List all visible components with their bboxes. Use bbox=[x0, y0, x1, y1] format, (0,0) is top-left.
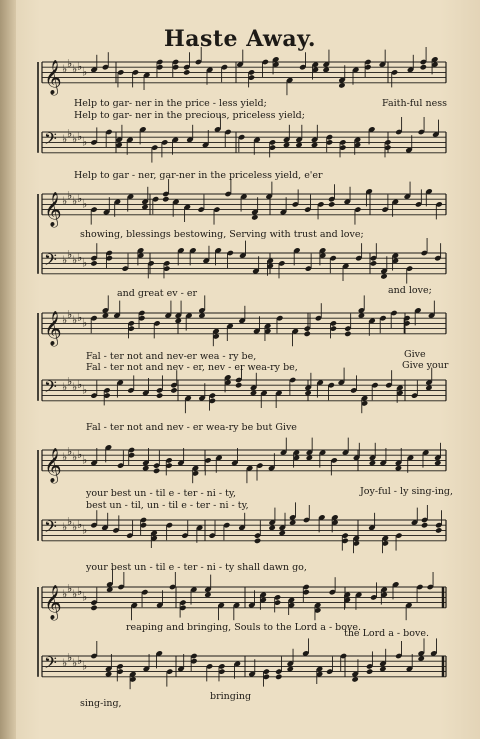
flat-sign-icon: ♭ bbox=[67, 189, 73, 203]
flat-sign-icon: ♭ bbox=[62, 132, 68, 146]
lyric-s4-line2: best un - til, un - til e - ter - ni - ty, bbox=[86, 500, 249, 511]
flat-sign-icon: ♭ bbox=[72, 253, 78, 267]
treble-clef-icon: 𝄞 bbox=[44, 310, 62, 346]
note-head bbox=[435, 527, 442, 533]
flat-sign-icon: ♭ bbox=[72, 520, 78, 534]
flat-sign-icon: ♭ bbox=[82, 65, 88, 79]
treble-clef-icon: 𝄞 bbox=[44, 191, 62, 227]
treble-clef-icon: 𝄞 bbox=[44, 447, 62, 483]
flat-sign-icon: ♭ bbox=[62, 194, 68, 208]
flat-sign-icon: ♭ bbox=[82, 523, 88, 537]
note-head bbox=[90, 605, 97, 611]
flat-sign-icon: ♭ bbox=[67, 127, 73, 141]
note-head bbox=[275, 674, 282, 680]
note-head bbox=[421, 522, 428, 528]
treble-staff-4 bbox=[42, 450, 446, 471]
flat-sign-icon: ♭ bbox=[62, 62, 68, 76]
flat-sign-icon: ♭ bbox=[82, 197, 88, 211]
note-head bbox=[162, 196, 169, 202]
flat-sign-icon: ♭ bbox=[72, 587, 78, 601]
lyric-s1-line1: Help to gar- ner in the price - less yield; bbox=[74, 98, 267, 109]
hymn-title: Haste Away. bbox=[163, 26, 317, 52]
flat-sign-icon: ♭ bbox=[62, 450, 68, 464]
note-head bbox=[183, 69, 190, 75]
flat-sign-icon: ♭ bbox=[77, 192, 83, 206]
note-head bbox=[235, 382, 242, 388]
flat-sign-icon: ♭ bbox=[77, 130, 83, 144]
flat-sign-icon: ♭ bbox=[62, 656, 68, 670]
note-head bbox=[304, 331, 311, 337]
lyric-s4-bass: your best un - til e - ter - ni - ty shall dawn go, bbox=[86, 562, 307, 573]
lyric-s1-line1-end: Faith-ful ness bbox=[382, 98, 447, 109]
flat-sign-icon: ♭ bbox=[67, 308, 73, 322]
flat-sign-icon: ♭ bbox=[77, 518, 83, 532]
flat-sign-icon: ♭ bbox=[62, 253, 68, 267]
flat-sign-icon: ♭ bbox=[82, 453, 88, 467]
note-head bbox=[254, 538, 261, 544]
bass-clef-icon: 𝄢 bbox=[44, 516, 57, 541]
flat-sign-icon: ♭ bbox=[62, 380, 68, 394]
flat-sign-icon: ♭ bbox=[67, 582, 73, 596]
flat-sign-icon: ♭ bbox=[72, 62, 78, 76]
lyric-s5-line1: reaping and bringing, Souls to the Lord a - bove. bbox=[126, 622, 361, 633]
flat-sign-icon: ♭ bbox=[77, 60, 83, 74]
note-head bbox=[366, 668, 373, 674]
lyric-s5-line2: the Lord a - bove. bbox=[344, 628, 429, 639]
flat-sign-icon: ♭ bbox=[67, 57, 73, 71]
flat-sign-icon: ♭ bbox=[67, 445, 73, 459]
treble-staff-1 bbox=[42, 62, 446, 83]
flat-sign-icon: ♭ bbox=[82, 135, 88, 149]
flat-sign-icon: ♭ bbox=[67, 515, 73, 529]
note-head bbox=[153, 468, 160, 474]
bass-clef-icon: 𝄢 bbox=[44, 249, 57, 274]
lyric-s4-line1-end: Joy-ful - ly sing-ing, bbox=[360, 486, 454, 497]
lyric-s1-bass: Help to gar - ner, gar-ner in the priceless yield, e'er bbox=[74, 170, 323, 181]
lyric-s3-line2-end: Give your bbox=[402, 360, 449, 371]
flat-sign-icon: ♭ bbox=[62, 587, 68, 601]
lyric-s4-line1: your best un - til e - ter - ni - ty, bbox=[86, 488, 237, 499]
lyric-s3-bass: Fal - ter not and nev - er wea-ry be but Give bbox=[86, 422, 297, 433]
treble-clef-icon: 𝄞 bbox=[44, 584, 62, 620]
flat-sign-icon: ♭ bbox=[77, 448, 83, 462]
flat-sign-icon: ♭ bbox=[82, 256, 88, 270]
lyric-s2-line1: showing, blessings bestowing, Serving with trust and love; bbox=[80, 229, 364, 240]
flat-sign-icon: ♭ bbox=[72, 450, 78, 464]
flat-sign-icon: ♭ bbox=[67, 248, 73, 262]
flat-sign-icon: ♭ bbox=[77, 251, 83, 265]
lyric-s3-line1-end: Give bbox=[404, 349, 426, 360]
flat-sign-icon: ♭ bbox=[77, 378, 83, 392]
flat-sign-icon: ♭ bbox=[77, 311, 83, 325]
flat-sign-icon: ♭ bbox=[77, 585, 83, 599]
bass-staff-3 bbox=[42, 380, 446, 401]
flat-sign-icon: ♭ bbox=[82, 383, 88, 397]
note-head bbox=[370, 260, 377, 266]
note-head bbox=[328, 201, 335, 207]
lyric-s3-line2: Fal - ter not and nev - er, nev - er wea-ry be, bbox=[86, 362, 298, 373]
flat-sign-icon: ♭ bbox=[72, 313, 78, 327]
flat-sign-icon: ♭ bbox=[77, 654, 83, 668]
lyric-s2-bass-b: and love; bbox=[388, 285, 432, 296]
treble-clef-icon: 𝄞 bbox=[44, 59, 62, 95]
flat-sign-icon: ♭ bbox=[72, 132, 78, 146]
bass-clef-icon: 𝄢 bbox=[44, 376, 57, 401]
flat-sign-icon: ♭ bbox=[62, 313, 68, 327]
flat-sign-icon: ♭ bbox=[82, 659, 88, 673]
lyric-s2-bass-a: and great ev - er bbox=[117, 288, 198, 299]
flat-sign-icon: ♭ bbox=[82, 316, 88, 330]
note-head bbox=[156, 392, 163, 398]
note-head bbox=[170, 387, 177, 393]
note-head bbox=[90, 260, 97, 266]
flat-sign-icon: ♭ bbox=[72, 194, 78, 208]
lyric-s1-line2: Help to gar- ner in the precious, priceless yield; bbox=[74, 110, 305, 121]
flat-sign-icon: ♭ bbox=[82, 590, 88, 604]
flat-sign-icon: ♭ bbox=[62, 520, 68, 534]
bass-clef-icon: 𝄢 bbox=[44, 652, 57, 677]
flat-sign-icon: ♭ bbox=[67, 375, 73, 389]
lyric-s5-bass-a: sing-ing, bbox=[80, 698, 122, 709]
note-head bbox=[420, 64, 427, 70]
flat-sign-icon: ♭ bbox=[72, 656, 78, 670]
lyric-s5-bass-b: bringing bbox=[210, 691, 252, 702]
flat-sign-icon: ♭ bbox=[67, 651, 73, 665]
flat-sign-icon: ♭ bbox=[72, 380, 78, 394]
lyric-s3-line1: Fal - ter not and nev-er wea - ry be, bbox=[86, 351, 257, 362]
note-head bbox=[344, 331, 351, 337]
bass-clef-icon: 𝄢 bbox=[44, 128, 57, 153]
